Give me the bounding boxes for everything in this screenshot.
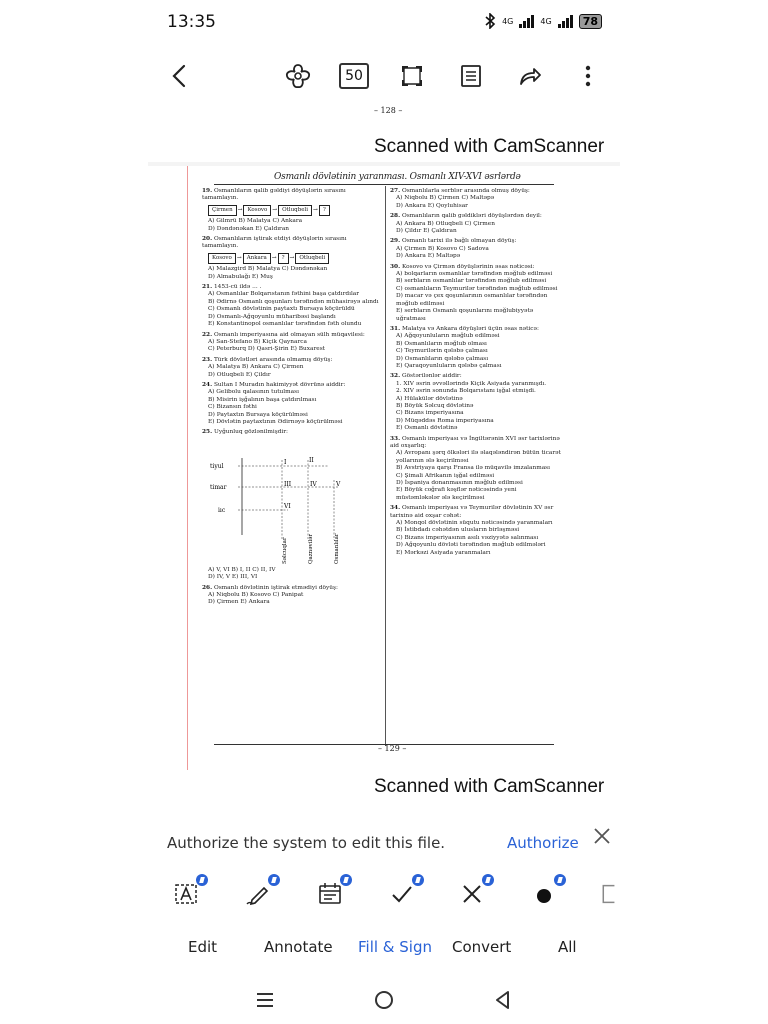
- answer-option: A) Hülakülər dövlətinə: [396, 395, 463, 402]
- reader-mode-button[interactable]: [455, 60, 487, 92]
- answer-option: D) Paytaxtın Bursaya köçürülməsi: [208, 411, 308, 418]
- page-number-top: – 128 –: [374, 106, 403, 115]
- question: [390, 436, 562, 503]
- answer-option: B) Misirin işğalının başa çatdırılması: [208, 396, 317, 403]
- question: [202, 332, 380, 354]
- question-number: 31.: [390, 325, 401, 332]
- q25-graph: [208, 440, 358, 565]
- graph-col-label: Osmanlılar: [334, 533, 340, 564]
- question-text: [202, 357, 380, 364]
- tab-edit[interactable]: Edit: [188, 938, 218, 956]
- question-number: 22.: [202, 331, 213, 338]
- signature-tool[interactable]: [240, 876, 276, 912]
- question-text: [390, 505, 562, 520]
- home-button[interactable]: [370, 986, 398, 1014]
- graph-col-label: Səlcuqlar: [282, 537, 288, 564]
- question-body: Osmanlı imperiyasına aid olmayan sülh müqavilesi:: [213, 331, 365, 338]
- more-icon: [574, 62, 602, 90]
- answer-option: D) Çirmen E) Ankara: [208, 599, 270, 606]
- authorize-link[interactable]: Authorize: [507, 834, 579, 852]
- battery-icon: 78: [579, 14, 602, 29]
- answer-option: C) Şimali Afrikanın işğal edilməsi: [396, 472, 495, 479]
- graph-mark: III: [284, 480, 292, 488]
- chain-box: Kosovo: [243, 205, 271, 216]
- answer-option: A) Osmanlılar Bolqarıstanın fəthini başa çatdırdılar: [208, 291, 360, 298]
- question-number: 21.: [202, 284, 213, 291]
- partial-tool-icon: [594, 880, 620, 908]
- pen-sign-icon: [244, 880, 272, 908]
- signal-icon-2: [558, 14, 573, 28]
- question: [390, 505, 562, 557]
- share-icon: [516, 62, 544, 90]
- answer-option: A) Avropanı şərq ölkələri ilə əlaqələndirən bütün ticarət yollarının ələ keçirilməsi: [396, 450, 561, 464]
- text-box-tool[interactable]: [168, 876, 204, 912]
- question-number: 33.: [390, 435, 401, 442]
- question-body: Malatya və Ankara döyüşləri üçün əsas nəticə:: [401, 325, 539, 332]
- answer-option: D) IV, V E) III, VI: [208, 574, 258, 581]
- tab-all[interactable]: All: [558, 938, 577, 956]
- answer-option: D) Müqəddəs Roma imperiyasına: [396, 417, 494, 424]
- answer-option: A) Ağqoyunluların məğlub edilməsi: [396, 333, 500, 340]
- graph-col-label: Qaznəvilər: [308, 533, 314, 564]
- answer-option: D) Ankara E) Qoyluhisar: [396, 202, 468, 209]
- pro-badge: [412, 874, 424, 886]
- question-body: 1453-cü ildə ... .: [213, 284, 262, 291]
- cross-icon: [458, 880, 486, 908]
- question-body: Göstərilənlər aiddir:: [401, 373, 462, 380]
- answer-option: B) Osmanlıların məğlub olması: [396, 340, 487, 347]
- question-number: 27.: [390, 188, 401, 194]
- flower-icon: [284, 62, 312, 90]
- answer-option: A) Ankara B) Otluqbeli C) Çirmen: [396, 220, 495, 227]
- answer-option: B) serbların osmanlılar tərəfindən məğlub edilməsi: [396, 278, 547, 285]
- heading-rule: [214, 184, 554, 185]
- answer-option: C) Peterburq D) Qasri-Şirin E) Buxarest: [208, 346, 326, 353]
- fullscreen-icon: [398, 62, 426, 90]
- answer-option: A) San-Stefano B) Kiçik Qaynarca: [208, 338, 307, 345]
- home-icon: [373, 989, 395, 1011]
- network-label-1: 4G: [502, 16, 514, 26]
- pro-badge: [554, 874, 566, 886]
- chain-box: Çirmen: [208, 205, 237, 216]
- more-button[interactable]: [572, 60, 604, 92]
- question-number: 32.: [390, 373, 401, 380]
- battle-chain: Çirmen → Kosovo → Otluqbeli → ?: [208, 205, 380, 216]
- doc-heading: Osmanlı dövlətinin yaranması. Osmanlı XIV-XVI əsrlərdə: [274, 172, 521, 182]
- authorize-banner: [148, 814, 620, 870]
- question-body: Osmanlı imperiyası və Teymurilər dövlətinin XV əsr tarixinə aid oxşar cəhət:: [390, 505, 554, 519]
- chain-box: ?: [278, 253, 289, 264]
- question: [390, 188, 562, 210]
- system-back-button[interactable]: [489, 986, 517, 1014]
- question-body: Osmanlı dövlətinin iştirak etmədiyi döyüş:: [213, 584, 338, 591]
- checkmark-icon: [388, 880, 416, 908]
- question-text: [202, 332, 380, 339]
- question-body: Türk dövlətləri arasında olmamış döyüş:: [213, 356, 333, 363]
- answer-option: D) Almabulağı E) Muş: [208, 273, 273, 280]
- answer-option: D) Çildır E) Çaldıran: [396, 228, 457, 235]
- answer-option: E) Qaraqoyunluların qələbə çalması: [396, 362, 502, 369]
- answer-option: C) osmanlıların Teymurilər tərəfindən məğlub edilməsi: [396, 285, 558, 292]
- fullscreen-button[interactable]: [396, 60, 428, 92]
- question: [390, 264, 562, 323]
- question-text: [390, 213, 562, 220]
- answer-option: D) Otluqbeli E) Çildır: [208, 371, 271, 378]
- share-button[interactable]: [514, 60, 546, 92]
- left-column: [202, 188, 380, 610]
- question-body: Sultan I Muradın hakimiyyət dövrünə aiddir:: [213, 381, 346, 388]
- question-body: Osmanlı imperiyası və İngiltərənin XVI əsr tarixlərinə aid oxşarlıq:: [390, 435, 560, 449]
- graph-row-label: tiyul: [210, 462, 224, 470]
- question-number: 19.: [202, 188, 213, 194]
- answer-option: E) Mərkəzi Asiyada yaranmaları: [396, 549, 491, 556]
- back-button[interactable]: [164, 60, 196, 92]
- bottom-tab-bar: [148, 930, 620, 966]
- question-body: Uyğunluq gözlənilmişdir:: [213, 429, 289, 436]
- question: [202, 382, 380, 426]
- camscanner-watermark-1: Scanned with CamScanner: [374, 136, 605, 157]
- question-number: 29.: [390, 238, 401, 245]
- answer-option: A) bolqarların osmanlılar tərəfindən məğlub edilməsi: [396, 271, 553, 278]
- battle-chain: Kosovo → Ankara → ? → Otluqbeli: [208, 253, 380, 264]
- answer-option: D) macar və çex qoşunlarının osmanlılar tərəfindən məğlub edilməsi: [396, 293, 548, 307]
- tab-convert[interactable]: Convert: [452, 938, 512, 956]
- question: [202, 284, 380, 328]
- answer-option: E) Osmanlı dövlətinə: [396, 425, 458, 432]
- calendar-icon: [316, 880, 344, 908]
- answer-option: D) İspaniya donanmasının məğlub edilməsi: [396, 480, 523, 487]
- tab-annotate[interactable]: Annotate: [264, 938, 333, 956]
- reader-mode-icon: [457, 62, 485, 90]
- graph-mark: IV: [310, 480, 317, 488]
- question-text: [202, 188, 380, 203]
- question-text: [390, 436, 562, 451]
- question-body: Osmanlıların iştirak etdiyi döyüşlərin sırasını tamamlayın.: [202, 236, 347, 250]
- question-number: 26.: [202, 584, 213, 591]
- question: [390, 373, 562, 432]
- answer-option: A) Çirmen B) Kosovo C) Sadova: [396, 245, 489, 252]
- chain-box: Ankara: [243, 253, 271, 264]
- pro-badge: [482, 874, 494, 886]
- recent-apps-button[interactable]: [251, 986, 279, 1014]
- chain-box: ?: [319, 205, 330, 216]
- answer-option: D) Ankara E) Maltəpə: [396, 253, 461, 260]
- text-box-icon: [172, 880, 200, 908]
- answer-option: C) Bizans imperiyasına: [396, 410, 464, 417]
- status-icons: [485, 13, 602, 29]
- answer-option: A) Malazgird B) Malatya C) Dəndənəkan: [208, 266, 328, 273]
- question-text: [390, 373, 562, 380]
- page-count-button[interactable]: [338, 60, 370, 92]
- pro-badge: [268, 874, 280, 886]
- chain-box: Otluqbeli: [295, 253, 329, 264]
- graph-mark: V: [336, 480, 341, 488]
- answer-option: C) Bizansın fəthi: [208, 404, 257, 411]
- chain-box: Kosovo: [208, 253, 236, 264]
- flower-button[interactable]: [282, 60, 314, 92]
- answer-option: D) Ağqoyunlu dövləti tərəfindən məğlub edilmələri: [396, 542, 546, 549]
- signal-icon-1: [519, 14, 534, 28]
- page-number-bottom: – 129 –: [378, 744, 407, 753]
- question-text: [390, 238, 562, 245]
- answer-option: B) Böyük Səlcuq dövlətinə: [396, 402, 474, 409]
- status-bar: [0, 0, 768, 44]
- dot-tool[interactable]: [526, 876, 562, 912]
- graph-mark: II: [309, 456, 314, 464]
- back-icon: [166, 62, 194, 90]
- question: [202, 429, 380, 436]
- menu-icon: [254, 989, 276, 1011]
- question-number: 34.: [390, 505, 401, 512]
- page-count-icon: 50: [339, 63, 369, 89]
- question: [202, 357, 380, 379]
- question: [202, 585, 380, 607]
- question: [390, 213, 562, 235]
- check-tool[interactable]: [384, 876, 420, 912]
- graph-mark: VI: [284, 502, 291, 510]
- next-tool-partial[interactable]: [594, 876, 620, 912]
- answer-option: E) serbların Osmanlı qoşunlarını məğlubiyyətə uğratması: [396, 308, 534, 322]
- answer-option: D) Dəndənəkan E) Çaldıran: [208, 225, 290, 232]
- margin-line: [187, 166, 188, 770]
- question-body: Osmanlılarla serblər arasında olmuş döyüş:: [401, 188, 530, 194]
- question-body: Kosovo və Çirmən döyüşlərinin əsas nəticəsi:: [401, 263, 535, 270]
- network-label-2: 4G: [540, 16, 552, 26]
- answer-option: C) Osmanlı dövlətinin paytaxtı Bursaya köçürüldü: [208, 306, 355, 313]
- scanned-page: [184, 166, 594, 770]
- graph-mark: I: [284, 458, 287, 466]
- answer-option: 1. XIV əsrin əvvəllərində Kiçik Asiyada yaranmışdı.: [396, 380, 547, 387]
- answer-option: E) Böyük coğrafi kəşflər nəticəsində yeni müstəmləkələr ələ keçirilməsi: [396, 487, 517, 501]
- question-text: [202, 236, 380, 251]
- answer-option: B) İstibdadı cəhətdən ulusların birləşməsi: [396, 527, 520, 534]
- question: [202, 236, 380, 281]
- question-body: Osmanlı tarixi ilə bağlı olmayan döyüş:: [401, 238, 517, 245]
- pro-badge: [340, 874, 352, 886]
- answer-option: A) Malatya B) Ankara C) Çirmen: [208, 364, 304, 371]
- question: [390, 238, 562, 260]
- answer-option: 2. XIV əsrin sonunda Bolqarıstanı işğal etmişdi.: [396, 388, 536, 395]
- question: [202, 567, 380, 582]
- page-128-bottom: [148, 100, 620, 162]
- close-icon: [593, 827, 611, 845]
- answer-option: A) Gelibolu qalasının tutulması: [208, 389, 299, 396]
- question-number: 24.: [202, 381, 213, 388]
- tab-fill-and-sign[interactable]: Fill & Sign: [358, 938, 432, 956]
- camscanner-watermark-2: Scanned with CamScanner: [374, 776, 605, 797]
- right-column: [390, 188, 562, 560]
- answer-option: A) Gilmrü B) Malatya C) Ankara: [208, 218, 303, 225]
- q25-graph-svg: [208, 440, 358, 565]
- answer-option: A) Monqol dövlətinin süqutu nəticəsində yaranmaları: [396, 520, 553, 527]
- question-text: [202, 429, 380, 436]
- pro-badge: [196, 874, 208, 886]
- chain-box: Otluqbeli: [278, 205, 312, 216]
- graph-row-label: timar: [210, 483, 227, 491]
- answer-option: C) Bizans imperiyasının asılı vəziyyətə salınması: [396, 534, 539, 541]
- date-tool[interactable]: [312, 876, 348, 912]
- document-viewer[interactable]: [148, 100, 620, 810]
- cross-tool[interactable]: [454, 876, 490, 912]
- answer-option: A) Niqbolu B) Çirmen C) Maltəpə: [396, 195, 495, 202]
- question-number: 25.: [202, 429, 213, 436]
- system-nav-bar: [0, 980, 768, 1020]
- status-time: 13:35: [167, 12, 216, 32]
- column-divider: [385, 186, 386, 746]
- question-text: [202, 585, 380, 592]
- close-banner-button[interactable]: [590, 824, 614, 848]
- authorize-message: Authorize the system to edit this file.: [167, 834, 446, 852]
- dot-icon: [530, 880, 558, 908]
- answer-option: E) Konstantinopol osmanlılar tərəfindən fəth olundu: [208, 321, 362, 328]
- top-toolbar: [0, 52, 768, 100]
- bluetooth-icon: [485, 13, 496, 29]
- question-number: 30.: [390, 263, 401, 270]
- question: [202, 188, 380, 233]
- graph-row-label: iıc: [218, 506, 226, 514]
- answer-option: C) Teymurilərin qələbə çalması: [396, 348, 488, 355]
- question-number: 23.: [202, 356, 213, 363]
- answer-option: A) V, VI B) I, II C) II, IV: [208, 566, 276, 573]
- answer-option: D) Osmanlı-Ağqoyunlu müharibəsi başlandı: [208, 313, 336, 320]
- question-text: [390, 264, 562, 271]
- answer-option: B) Ədirnə Osmanlı qoşunları tərəfindən mühasirəyə alındı: [208, 298, 379, 305]
- question-number: 20.: [202, 236, 213, 243]
- answer-option: A) Niqbolu B) Kosovo C) Panipat: [208, 592, 304, 598]
- answer-option: E) Dövlətin paytaxtının Ədirnəyə köçürülməsi: [208, 418, 343, 425]
- question: [390, 326, 562, 370]
- answer-option: D) Osmanlıların qələbə çalması: [396, 355, 489, 362]
- triangle-back-icon: [492, 989, 514, 1011]
- answer-option: B) Avstriyaya qarşı Fransa ilə müqavilə imzalanması: [396, 465, 551, 472]
- question-body: Osmanlıların qalib gəldiyi döyüşlərin sırasını tamamlayın.: [202, 188, 346, 202]
- fill-sign-tools: [148, 868, 620, 924]
- question-number: 28.: [390, 213, 401, 220]
- question-body: Osmanlıların qalib gəldikləri döyüşlərdən deyil:: [401, 213, 542, 220]
